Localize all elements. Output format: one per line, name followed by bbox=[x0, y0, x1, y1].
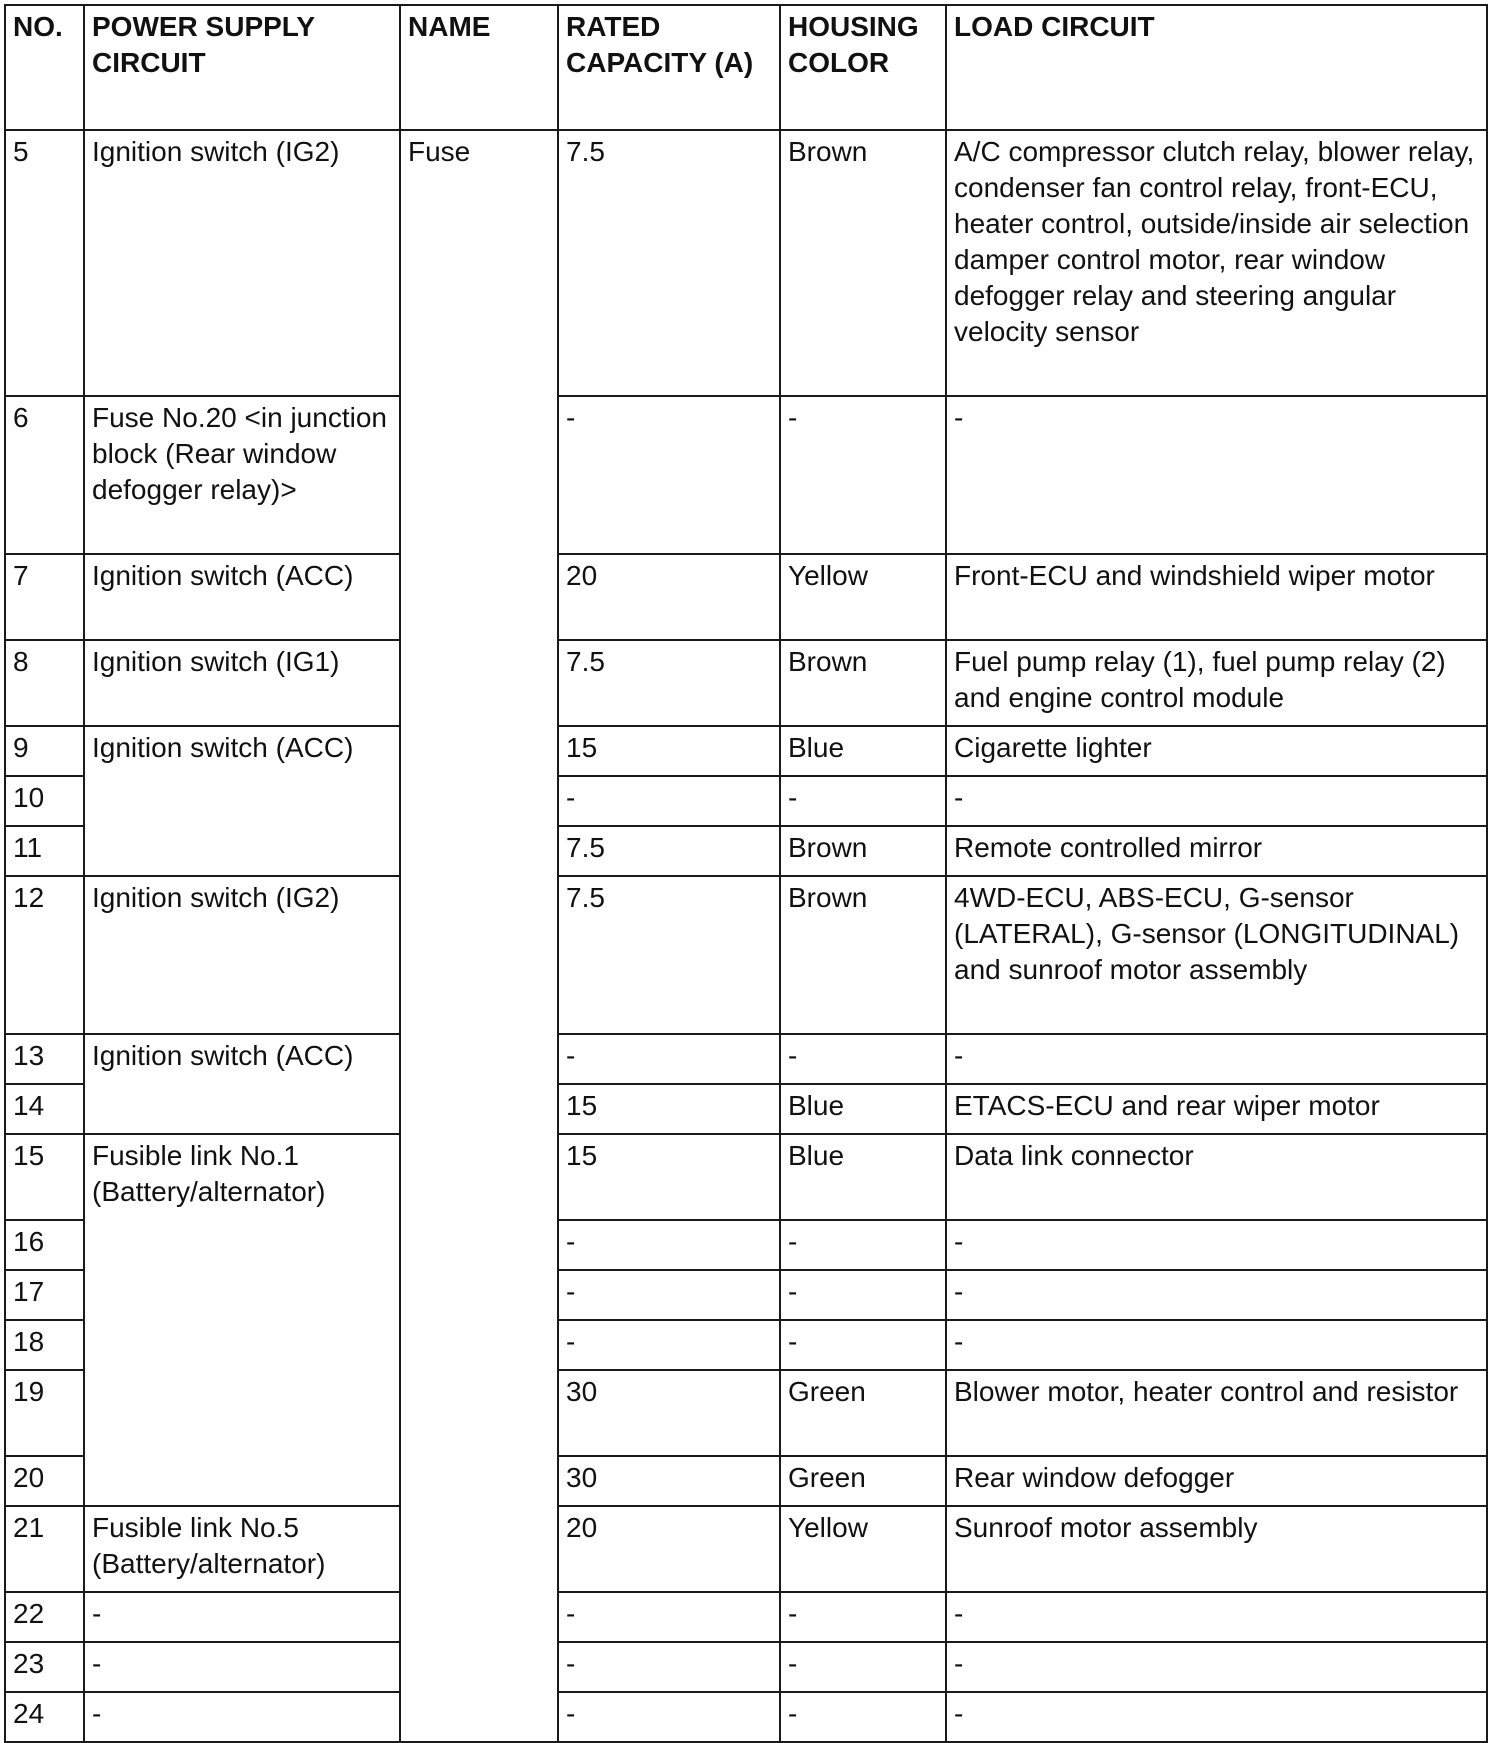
table-row bbox=[5, 640, 1487, 726]
cell-power-supply: - bbox=[84, 1592, 400, 1642]
header-load-circuit: LOAD CIRCUIT bbox=[946, 5, 1487, 130]
cell-housing-color: - bbox=[780, 1592, 946, 1642]
cell-power-supply: Ignition switch (IG2) bbox=[84, 130, 400, 396]
cell-no: 10 bbox=[5, 776, 84, 826]
table-row bbox=[5, 1034, 1487, 1084]
table-row bbox=[5, 130, 1487, 396]
cell-load-circuit: - bbox=[946, 776, 1487, 826]
cell-power-supply: Fuse No.20 <in junction block (Rear window defogger relay)> bbox=[84, 396, 400, 554]
cell-housing-color: Brown bbox=[780, 876, 946, 1034]
cell-no: 12 bbox=[5, 876, 84, 1034]
cell-housing-color: - bbox=[780, 1692, 946, 1742]
cell-housing-color: Brown bbox=[780, 640, 946, 726]
cell-housing-color: Yellow bbox=[780, 1506, 946, 1592]
fuse-table bbox=[4, 4, 1488, 1743]
table-row bbox=[5, 554, 1487, 640]
cell-no: 14 bbox=[5, 1084, 84, 1134]
cell-rated-capacity: - bbox=[558, 1320, 780, 1370]
cell-load-circuit: Sunroof motor assembly bbox=[946, 1506, 1487, 1592]
cell-no: 22 bbox=[5, 1592, 84, 1642]
cell-power-supply: Fusible link No.1 (Battery/alternator) bbox=[84, 1134, 400, 1506]
cell-rated-capacity: 20 bbox=[558, 1506, 780, 1592]
cell-name: Fuse bbox=[400, 130, 558, 1742]
cell-rated-capacity: 7.5 bbox=[558, 130, 780, 396]
cell-no: 8 bbox=[5, 640, 84, 726]
cell-rated-capacity: - bbox=[558, 396, 780, 554]
cell-rated-capacity: 15 bbox=[558, 1084, 780, 1134]
cell-housing-color: - bbox=[780, 776, 946, 826]
header-power-supply-circuit: POWER SUPPLY CIRCUIT bbox=[84, 5, 400, 130]
cell-housing-color: - bbox=[780, 1034, 946, 1084]
cell-load-circuit: - bbox=[946, 1320, 1487, 1370]
header-rated-capacity: RATED CAPACITY (A) bbox=[558, 5, 780, 130]
cell-power-supply: - bbox=[84, 1692, 400, 1742]
cell-housing-color: - bbox=[780, 1270, 946, 1320]
cell-rated-capacity: - bbox=[558, 1270, 780, 1320]
cell-load-circuit: Rear window defogger bbox=[946, 1456, 1487, 1506]
cell-load-circuit: Cigarette lighter bbox=[946, 726, 1487, 776]
cell-no: 15 bbox=[5, 1134, 84, 1220]
cell-housing-color: Brown bbox=[780, 130, 946, 396]
cell-rated-capacity: 15 bbox=[558, 1134, 780, 1220]
cell-housing-color: - bbox=[780, 396, 946, 554]
table-row bbox=[5, 726, 1487, 776]
cell-no: 17 bbox=[5, 1270, 84, 1320]
cell-rated-capacity: 20 bbox=[558, 554, 780, 640]
cell-housing-color: Brown bbox=[780, 826, 946, 876]
cell-rated-capacity: 7.5 bbox=[558, 640, 780, 726]
cell-no: 21 bbox=[5, 1506, 84, 1592]
cell-load-circuit: A/C compressor clutch relay, blower relay, condenser fan control relay, front-ECU, heater control, outside/inside air selection damper control motor, rear window defogger relay and steering angular velocity sensor bbox=[946, 130, 1487, 396]
cell-housing-color: Green bbox=[780, 1370, 946, 1456]
cell-load-circuit: 4WD-ECU, ABS-ECU, G-sensor (LATERAL), G-sensor (LONGITUDINAL) and sunroof motor assembly bbox=[946, 876, 1487, 1034]
cell-no: 19 bbox=[5, 1370, 84, 1456]
cell-load-circuit: - bbox=[946, 1692, 1487, 1742]
cell-load-circuit: - bbox=[946, 1270, 1487, 1320]
cell-rated-capacity: - bbox=[558, 1592, 780, 1642]
header-no: NO. bbox=[5, 5, 84, 130]
cell-housing-color: - bbox=[780, 1320, 946, 1370]
table-row bbox=[5, 1592, 1487, 1642]
cell-no: 18 bbox=[5, 1320, 84, 1370]
cell-power-supply: Fusible link No.5 (Battery/alternator) bbox=[84, 1506, 400, 1592]
cell-power-supply: Ignition switch (ACC) bbox=[84, 1034, 400, 1134]
cell-housing-color: Green bbox=[780, 1456, 946, 1506]
cell-no: 24 bbox=[5, 1692, 84, 1742]
cell-no: 23 bbox=[5, 1642, 84, 1692]
cell-power-supply: Ignition switch (ACC) bbox=[84, 554, 400, 640]
table-row bbox=[5, 1506, 1487, 1592]
cell-power-supply: - bbox=[84, 1642, 400, 1692]
fuse-table-container bbox=[4, 4, 1488, 1743]
cell-rated-capacity: - bbox=[558, 1642, 780, 1692]
cell-no: 16 bbox=[5, 1220, 84, 1270]
cell-load-circuit: Fuel pump relay (1), fuel pump relay (2) and engine control module bbox=[946, 640, 1487, 726]
cell-load-circuit: Front-ECU and windshield wiper motor bbox=[946, 554, 1487, 640]
cell-housing-color: - bbox=[780, 1220, 946, 1270]
cell-no: 11 bbox=[5, 826, 84, 876]
table-row bbox=[5, 396, 1487, 554]
cell-load-circuit: - bbox=[946, 1034, 1487, 1084]
table-row bbox=[5, 1692, 1487, 1742]
header-housing-color: HOUSING COLOR bbox=[780, 5, 946, 130]
cell-housing-color: Blue bbox=[780, 1084, 946, 1134]
table-row bbox=[5, 1642, 1487, 1692]
cell-power-supply: Ignition switch (IG2) bbox=[84, 876, 400, 1034]
cell-power-supply: Ignition switch (IG1) bbox=[84, 640, 400, 726]
cell-rated-capacity: 30 bbox=[558, 1456, 780, 1506]
cell-no: 20 bbox=[5, 1456, 84, 1506]
table-row bbox=[5, 876, 1487, 1034]
cell-load-circuit: Remote controlled mirror bbox=[946, 826, 1487, 876]
cell-rated-capacity: 7.5 bbox=[558, 826, 780, 876]
cell-housing-color: Blue bbox=[780, 726, 946, 776]
cell-no: 13 bbox=[5, 1034, 84, 1084]
cell-load-circuit: - bbox=[946, 1220, 1487, 1270]
cell-housing-color: Blue bbox=[780, 1134, 946, 1220]
cell-power-supply: Ignition switch (ACC) bbox=[84, 726, 400, 876]
cell-rated-capacity: - bbox=[558, 1692, 780, 1742]
cell-rated-capacity: - bbox=[558, 776, 780, 826]
cell-housing-color: - bbox=[780, 1642, 946, 1692]
cell-no: 7 bbox=[5, 554, 84, 640]
table-row bbox=[5, 1134, 1487, 1220]
header-row bbox=[5, 5, 1487, 130]
cell-rated-capacity: - bbox=[558, 1220, 780, 1270]
cell-no: 9 bbox=[5, 726, 84, 776]
cell-rated-capacity: 7.5 bbox=[558, 876, 780, 1034]
cell-no: 6 bbox=[5, 396, 84, 554]
cell-housing-color: Yellow bbox=[780, 554, 946, 640]
cell-rated-capacity: 15 bbox=[558, 726, 780, 776]
cell-load-circuit: Blower motor, heater control and resistor bbox=[946, 1370, 1487, 1456]
cell-no: 5 bbox=[5, 130, 84, 396]
cell-load-circuit: - bbox=[946, 1642, 1487, 1692]
cell-load-circuit: - bbox=[946, 1592, 1487, 1642]
cell-load-circuit: ETACS-ECU and rear wiper motor bbox=[946, 1084, 1487, 1134]
header-name: NAME bbox=[400, 5, 558, 130]
cell-rated-capacity: - bbox=[558, 1034, 780, 1084]
cell-load-circuit: Data link connector bbox=[946, 1134, 1487, 1220]
cell-rated-capacity: 30 bbox=[558, 1370, 780, 1456]
cell-load-circuit: - bbox=[946, 396, 1487, 554]
